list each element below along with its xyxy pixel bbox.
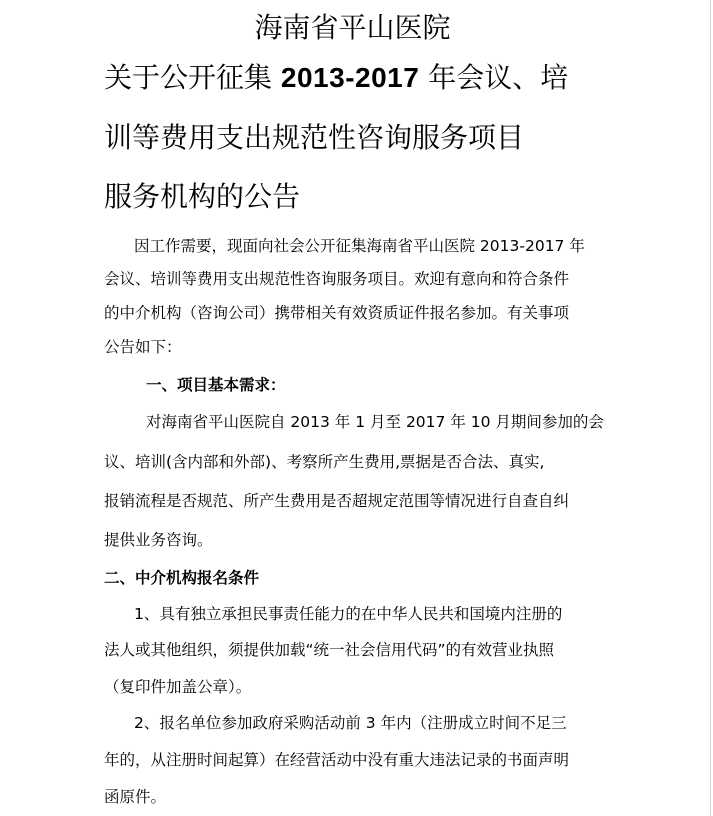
section-1-line: 提供业务咨询。: [104, 531, 213, 549]
notice-title-line-2: 训等费用支出规范性咨询服务项目: [104, 121, 525, 154]
condition-2-line: 年的，从注册时间起算）在经营活动中没有重大违法记录的书面声明: [104, 751, 570, 769]
intro-line: 公告如下：: [104, 338, 182, 356]
notice-title-line-1: [104, 58, 568, 98]
condition-1-line: 1、具有独立承担民事责任能力的在中华人民共和国境内注册的: [134, 605, 563, 623]
intro-line: 的中介机构（咨询公司）携带相关有效资质证件报名参加。有关事项: [104, 304, 570, 322]
page-border: [710, 0, 711, 816]
title-year-range: 2013-2017: [280, 62, 420, 93]
title-text: 关于公开征集: [104, 61, 281, 94]
condition-1-line: （复印件加盖公章）。: [104, 678, 252, 696]
notice-title-line-3: 服务机构的公告: [104, 180, 301, 213]
section-1-heading: 一、项目基本需求：: [146, 376, 286, 394]
title-text: 年会议、培: [419, 61, 569, 94]
condition-2-line: 函原件。: [104, 788, 167, 806]
condition-2-line: 2、报名单位参加政府采购活动前 3 年内（注册成立时间不足三: [134, 714, 567, 732]
section-1-line: 议、培训(含内部和外部)、考察所产生费用,票据是否合法、真实,: [104, 453, 545, 471]
hospital-name: 海南省平山医院: [254, 11, 451, 44]
section-1-line: 对海南省平山医院自 2013 年 1 月至 2017 年 10 月期间参加的会: [146, 413, 604, 431]
intro-line: 因工作需要，现面向社会公开征集海南省平山医院 2013-2017 年: [134, 237, 585, 255]
section-2-heading: 二、中介机构报名条件: [104, 569, 260, 587]
condition-1-line: 法人或其他组织，须提供加载“统一社会信用代码”的有效营业执照: [104, 641, 555, 659]
intro-line: 会议、培训等费用支出规范性咨询服务项目。欢迎有意向和符合条件: [104, 270, 570, 288]
section-1-line: 报销流程是否规范、所产生费用是否超规定范围等情况进行自查自纠: [104, 492, 570, 510]
